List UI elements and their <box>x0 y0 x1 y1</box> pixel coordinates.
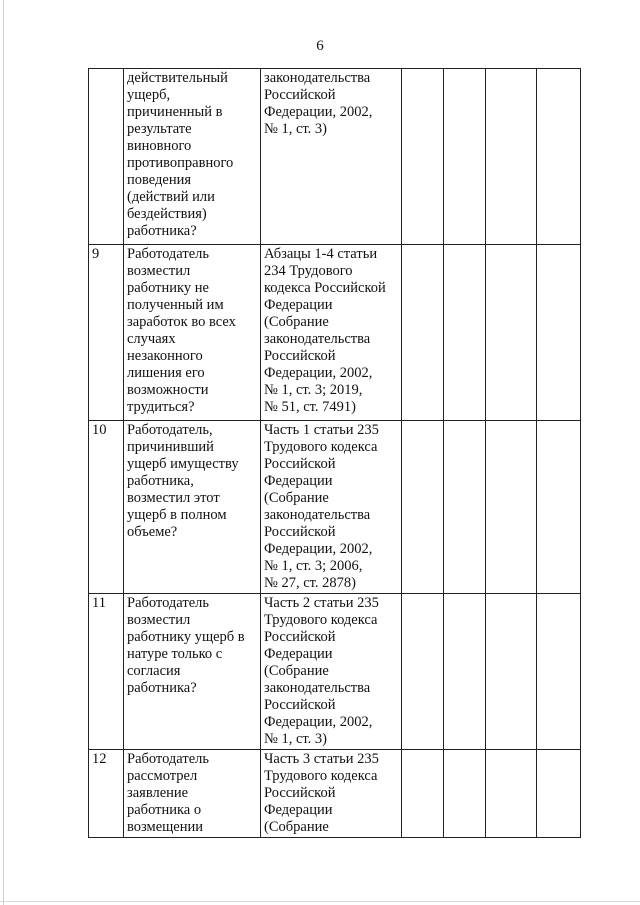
row-number: 10 <box>89 421 124 594</box>
answer-cell-na[interactable] <box>486 69 537 245</box>
row-number: 11 <box>89 594 124 750</box>
table-row <box>89 421 581 594</box>
question-cell <box>124 750 261 838</box>
answer-cell-note[interactable] <box>537 245 581 421</box>
answer-cell-no[interactable] <box>444 69 486 245</box>
answer-cell-yes[interactable] <box>402 594 444 750</box>
answer-cell-yes[interactable] <box>402 750 444 838</box>
answer-cell-na[interactable] <box>486 594 537 750</box>
answer-cell-na[interactable] <box>486 421 537 594</box>
question-cell <box>124 69 261 245</box>
answer-cell-note[interactable] <box>537 69 581 245</box>
question-text: Работодатель возместил работнику не полученный им заработок во всех случаях незаконного лишения его возможности трудиться? <box>127 246 236 415</box>
row-number <box>89 69 124 245</box>
reference-cell <box>261 69 402 245</box>
answer-cell-note[interactable] <box>537 421 581 594</box>
reference-cell <box>261 421 402 594</box>
table-row <box>89 750 581 838</box>
reference-text: Часть 2 статьи 235 Трудового кодекса Российской Федерации (Собрание законодательства Российской Федерации, 2002, № 1, ст. 3) <box>264 595 379 747</box>
question-cell <box>124 245 261 421</box>
scan-edge-left <box>3 0 4 905</box>
page-number: 6 <box>316 38 324 54</box>
table-row <box>89 245 581 421</box>
answer-cell-yes[interactable] <box>402 245 444 421</box>
reference-cell <box>261 594 402 750</box>
answer-cell-na[interactable] <box>486 750 537 838</box>
question-text: действительный ущерб, причиненный в результате виновного противоправного поведения (действий или бездействия) работника? <box>127 70 234 239</box>
checklist-table-body <box>89 69 581 838</box>
answer-cell-no[interactable] <box>444 421 486 594</box>
answer-cell-no[interactable] <box>444 594 486 750</box>
answer-cell-yes[interactable] <box>402 69 444 245</box>
checklist-table <box>88 68 581 838</box>
reference-cell <box>261 750 402 838</box>
question-cell <box>124 421 261 594</box>
question-cell <box>124 594 261 750</box>
reference-cell <box>261 245 402 421</box>
table-row <box>89 594 581 750</box>
question-text: Работодатель рассмотрел заявление работника о возмещении <box>127 751 209 835</box>
scan-edge-bottom <box>0 901 640 902</box>
table-row <box>89 69 581 245</box>
reference-text: Часть 1 статьи 235 Трудового кодекса Российской Федерации (Собрание законодательства Российской Федерации, 2002, № 1, ст. 3; 2006, № 27, ст. 2878) <box>264 422 379 591</box>
question-text: Работодатель, причинивший ущерб имуществу работника, возместил этот ущерб в полном объеме? <box>127 422 239 540</box>
answer-cell-yes[interactable] <box>402 421 444 594</box>
answer-cell-note[interactable] <box>537 750 581 838</box>
answer-cell-note[interactable] <box>537 594 581 750</box>
row-number: 12 <box>89 750 124 838</box>
reference-text: Часть 3 статьи 235 Трудового кодекса Российской Федерации (Собрание <box>264 751 379 835</box>
reference-text: законодательства Российской Федерации, 2002, № 1, ст. 3) <box>264 70 373 137</box>
row-number: 9 <box>89 245 124 421</box>
answer-cell-na[interactable] <box>486 245 537 421</box>
question-text: Работодатель возместил работнику ущерб в натуре только с согласия работника? <box>127 595 245 696</box>
answer-cell-no[interactable] <box>444 750 486 838</box>
reference-text: Абзацы 1-4 статьи 234 Трудового кодекса Российской Федерации (Собрание законодательства Российской Федерации, 2002, № 1, ст. 3; 2019, № 51, ст. 7491) <box>264 246 386 415</box>
answer-cell-no[interactable] <box>444 245 486 421</box>
